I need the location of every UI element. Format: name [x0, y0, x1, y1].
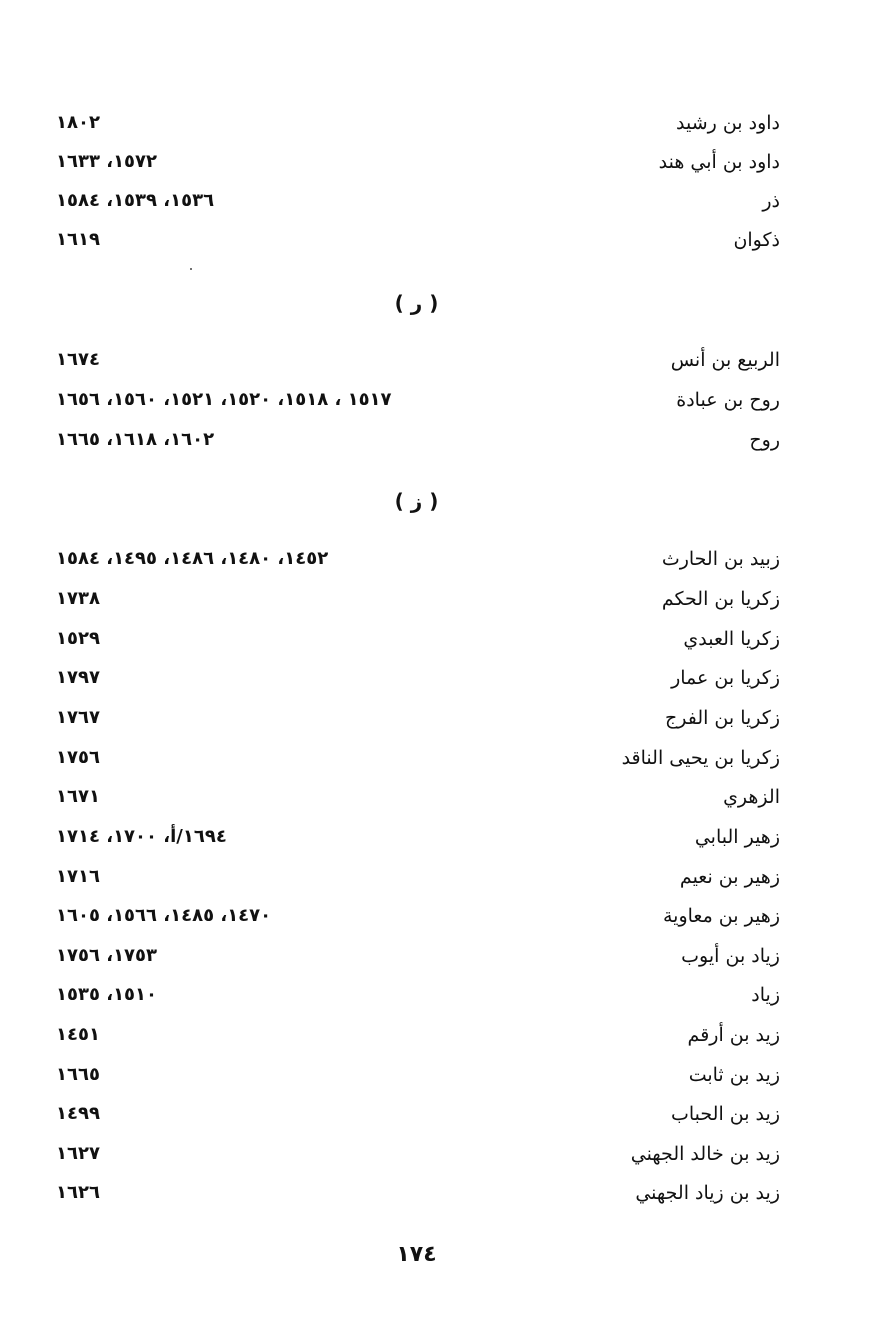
list-item	[50, 385, 780, 419]
entry-refs: ١٧١٦	[56, 866, 100, 887]
list-item	[50, 1060, 780, 1094]
entry-name: داود بن رشيد	[675, 112, 780, 134]
entry-name: ذر	[762, 190, 780, 212]
list-item	[50, 1139, 780, 1173]
entry-name: زكريا العبدي	[683, 628, 780, 650]
entry-name: زيد بن خالد الجهني	[630, 1143, 780, 1165]
entry-refs: ١٧٣٨	[56, 588, 100, 609]
entry-refs: ١٦٠٢، ١٦١٨، ١٦٦٥	[56, 429, 215, 450]
list-item	[50, 1178, 780, 1212]
section-heading-zay: ( ز )	[394, 489, 439, 513]
list-item	[50, 584, 780, 618]
entry-refs: ١٤٥١	[56, 1024, 100, 1045]
entry-name: زكريا بن الحكم	[661, 588, 780, 610]
entry-name: زكريا بن الفرج	[664, 707, 780, 729]
entry-name: الربيع بن أنس	[670, 349, 780, 371]
entry-refs: ١٥٣٦، ١٥٣٩، ١٥٨٤	[56, 190, 215, 211]
list-item	[50, 901, 780, 935]
entry-name: زهير بن نعيم	[679, 866, 780, 888]
entry-refs: ١٦٩٤/أ، ١٧٠٠، ١٧١٤	[56, 826, 227, 847]
entry-name: الزهري	[723, 786, 780, 808]
list-item	[50, 980, 780, 1014]
entry-refs: ١٦٢٦	[56, 1182, 100, 1203]
list-item	[50, 941, 780, 975]
entry-name: زكريا بن يحيى الناقد	[621, 747, 780, 769]
entry-name: زهير بن معاوية	[662, 905, 780, 927]
entry-refs: ١٤٩٩	[56, 1103, 100, 1124]
entry-name: زيد بن ثابت	[688, 1064, 780, 1086]
list-item	[50, 186, 780, 220]
list-item	[50, 225, 780, 259]
list-item	[50, 703, 780, 737]
entry-name: زكريا بن عمار	[671, 667, 780, 689]
list-item	[50, 624, 780, 658]
entry-name: زياد بن أيوب	[681, 945, 780, 967]
entry-name: زبيد بن الحارث	[661, 548, 780, 570]
entry-refs: ١٥٧٢، ١٦٣٣	[56, 151, 158, 172]
list-item	[50, 862, 780, 896]
list-item	[50, 1099, 780, 1133]
section-heading-ra: ( ر )	[394, 291, 439, 315]
ink-speck	[190, 268, 192, 270]
entry-name: زيد بن أرقم	[687, 1024, 780, 1046]
entry-refs: ١٨٠٢	[56, 112, 100, 133]
entry-name: زياد	[751, 984, 780, 1006]
list-item	[50, 782, 780, 816]
entry-name: زيد بن زياد الجهني	[635, 1182, 780, 1204]
entry-refs: ١٦١٩	[56, 229, 100, 250]
entry-refs: ١٥١٠، ١٥٣٥	[56, 984, 158, 1005]
entry-refs: ١٧٩٧	[56, 667, 100, 688]
list-item	[50, 108, 780, 142]
entry-name: روح	[749, 429, 780, 451]
entry-name: زيد بن الحباب	[670, 1103, 780, 1125]
entry-name: زهير البابي	[694, 826, 780, 848]
entry-name: ذكوان	[733, 229, 780, 251]
list-item	[50, 425, 780, 459]
entry-refs: ١٧٦٧	[56, 707, 100, 728]
list-item	[50, 544, 780, 578]
entry-refs: ١٧٥٦	[56, 747, 100, 768]
entry-refs: ١٦٦٥	[56, 1064, 100, 1085]
entry-refs: ١٤٧٠، ١٤٨٥، ١٥٦٦، ١٦٠٥	[56, 905, 272, 926]
entry-refs: ١٦٧٤	[56, 349, 100, 370]
list-item	[50, 147, 780, 181]
list-item	[50, 663, 780, 697]
page-number: ١٧٤	[396, 1242, 437, 1267]
list-item	[50, 743, 780, 777]
entry-name: روح بن عبادة	[676, 389, 780, 411]
list-item	[50, 1020, 780, 1054]
entry-refs: ١٤٥٢، ١٤٨٠، ١٤٨٦، ١٤٩٥، ١٥٨٤	[56, 548, 329, 569]
entry-refs: ١٧٥٣، ١٧٥٦	[56, 945, 158, 966]
entry-refs: ١٥٢٩	[56, 628, 100, 649]
list-item	[50, 345, 780, 379]
list-item	[50, 822, 780, 856]
entry-name: داود بن أبي هند	[658, 151, 780, 173]
entry-refs: ١٦٧١	[56, 786, 100, 807]
entry-refs: ١٥١٧ ، ١٥١٨، ١٥٢٠، ١٥٢١، ١٥٦٠، ١٦٥٦	[56, 389, 392, 410]
entry-refs: ١٦٢٧	[56, 1143, 100, 1164]
